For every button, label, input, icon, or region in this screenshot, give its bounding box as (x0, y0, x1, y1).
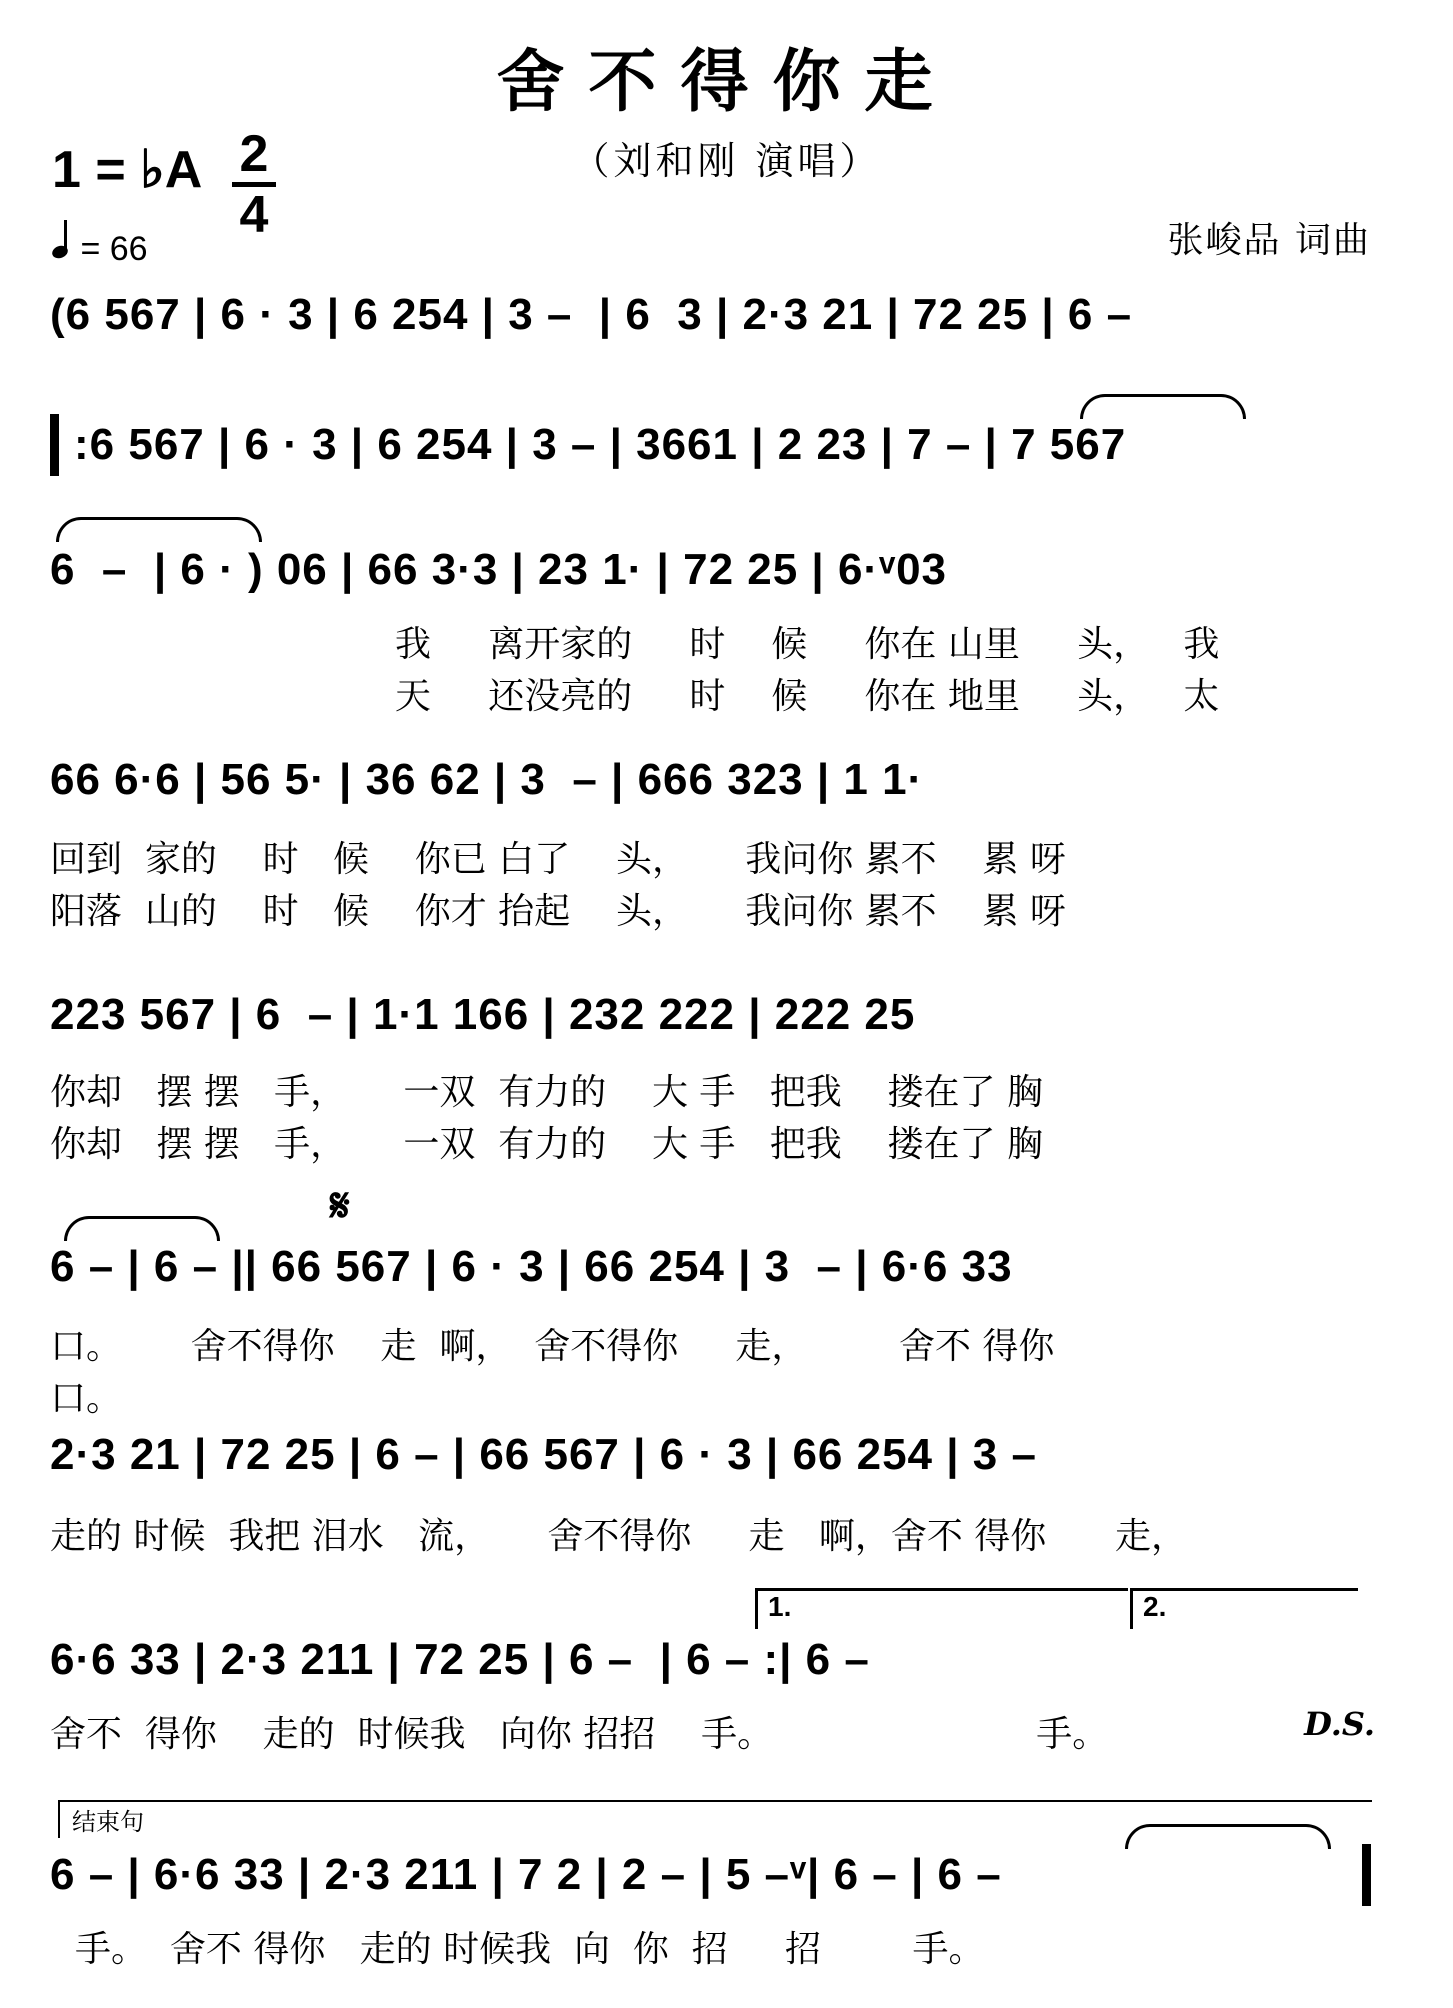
lyric-row-4-verse-2: 你却 摆 摆 手， 一双 有力的 大 手 把我 搂在了 胸 (50, 1124, 1043, 1165)
notes-row-1: :6 567 | 6 · 3 | 6 254 | 3 – | 3661 | 2 23 | 7 – | 7 567 (74, 420, 1127, 469)
lyric-row-3-verse-2: 阳落 山的 时 候 你才 抬起 头， 我问你 累不 累 呀 (50, 891, 1066, 932)
repeat-start-bar (50, 414, 59, 476)
dal-segno-mark: D.S. (1304, 1705, 1375, 1743)
time-bottom: 4 (239, 186, 269, 244)
song-title: 舍不得你走 (496, 42, 957, 122)
lyric-row-6-verse-1: 走的 时候 我把 泪水 流， 舍不得你 走 啊，舍不 得你 走， (50, 1516, 1187, 1557)
lyric-row-5-verse-1: 口。 舍不得你 走 啊， 舍不得你 走， 舍不 得你 (50, 1326, 1055, 1367)
notes-row-4: 223 567 | 6 – | 1·1 166 | 232 222 | 222 25 (50, 990, 916, 1039)
notes-row-3: 66 6·6 | 56 5· | 36 62 | 3 – | 666 323 | 1 1· (50, 755, 924, 804)
tempo-marking (52, 226, 148, 269)
segno-sign: 𝄋 (330, 1178, 350, 1232)
time-top: 2 (239, 125, 269, 183)
note-stem (64, 220, 67, 254)
notes-row-6: 2·3 21 | 72 25 | 6 – | 66 567 | 6 · 3 | 66 254 | 3 – (50, 1430, 1037, 1479)
key-signature: 1 = ♭A (52, 141, 203, 199)
composer-credit: 张峻品 词曲 (1167, 220, 1371, 261)
final-bar (1362, 1844, 1371, 1906)
notes-row-5: 6 – | 6 – || 66 567 | 6 · 3 | 66 254 | 3 – | 6·6 33 (50, 1242, 1013, 1291)
lyric-row-3-verse-1: 回到 家的 时 候 你已 白了 头， 我问你 累不 累 呀 (50, 839, 1066, 880)
time-signature (232, 125, 276, 244)
second-ending-bracket: 2. (1130, 1588, 1358, 1629)
tempo-value: = 66 (80, 230, 148, 268)
notes-row-0: (6 567 | 6 · 3 | 6 254 | 3 – | 6 3 | 2·3 21 | 72 25 | 6 – (50, 290, 1133, 339)
tie-arc (1080, 394, 1246, 419)
notes-row-8: 6 – | 6·6 33 | 2·3 211 | 7 2 | 2 – | 5 –ᵛ| 6 – | 6 – (50, 1850, 1002, 1899)
notes-row-2: 6 – | 6 · ) 06 | 66 3·3 | 23 1· | 72 25 | 6·ᵛ03 (50, 545, 948, 594)
lyric-row-2-verse-1: 我 离开家的 时 候 你在 山里 头， 我 (395, 624, 1220, 665)
first-ending-bracket: 1. (755, 1588, 1128, 1629)
ending-phrase-label: 结束句 (58, 1800, 1372, 1838)
lyric-row-4-verse-1: 你却 摆 摆 手， 一双 有力的 大 手 把我 搂在了 胸 (50, 1072, 1043, 1113)
lyric-row-2-verse-2: 天 还没亮的 时 候 你在 地里 头， 太 (395, 676, 1220, 717)
lyric-row-8-verse-1: 手。 舍不 得你 走的 时候我 向 你 招 招 手。 (75, 1929, 985, 1970)
lyric-row-5-verse-2: 口。 (50, 1378, 123, 1419)
notes-row-7: 6·6 33 | 2·3 211 | 72 25 | 6 – | 6 – :| 6 – (50, 1635, 870, 1684)
lyric-row-7-verse-1: 舍不 得你 走的 时候我 向你 招招 手。 手。 (50, 1714, 1109, 1755)
performer-subtitle: （刘和刚 演唱） (571, 139, 882, 183)
